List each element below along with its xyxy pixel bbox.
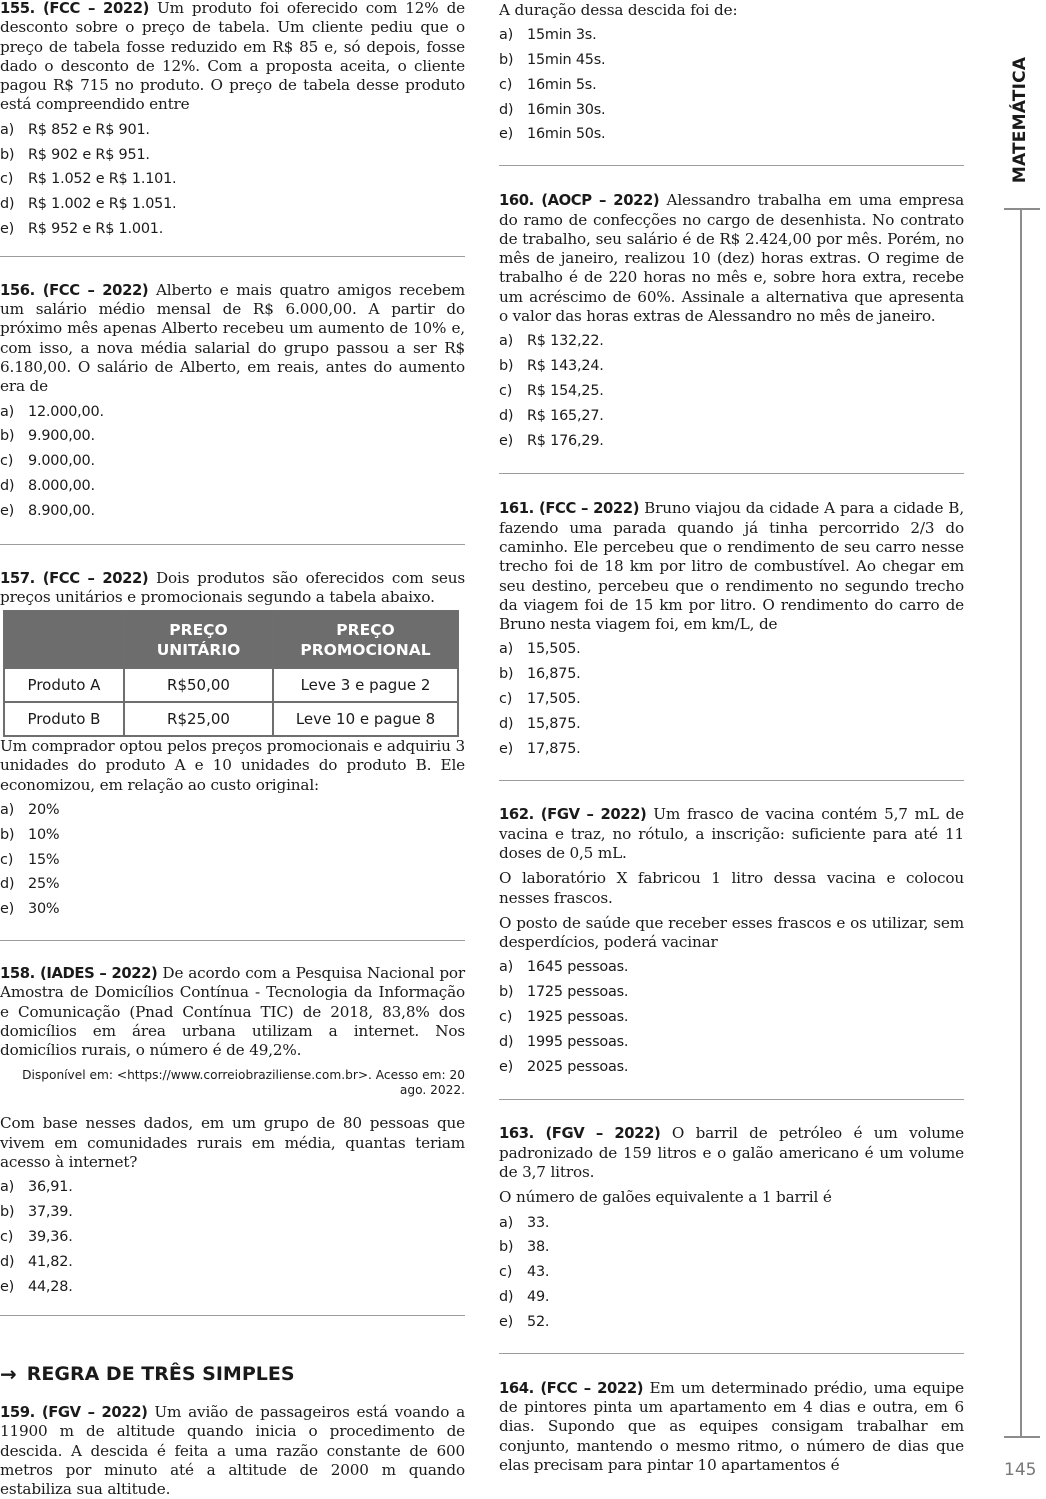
- answer-option[interactable]: b) 15min 45s.: [499, 52, 606, 69]
- answer-option[interactable]: a) R$ 132,22.: [499, 333, 604, 350]
- answer-option[interactable]: e) 16min 50s.: [499, 126, 606, 143]
- divider: [499, 1099, 964, 1100]
- answer-option[interactable]: c) R$ 1.052 e R$ 1.101.: [0, 171, 177, 188]
- question-156: [0, 281, 465, 524]
- answer-options: [499, 1211, 964, 1335]
- answer-options: [499, 955, 964, 1079]
- question-stem: 157. (FCC – 2022) Dois produtos são oferecidos com seus preços unitários e promocionais segundo a tabela abaixo.: [0, 568, 465, 606]
- question-header: 163. (FGV – 2022): [499, 1125, 661, 1143]
- answer-option[interactable]: a) 15,505.: [499, 641, 581, 658]
- divider: [499, 1353, 964, 1354]
- right-column: [499, 0, 964, 1475]
- question-header: 158. (IADES – 2022): [0, 965, 158, 982]
- answer-option[interactable]: a) 1645 pessoas.: [499, 959, 629, 976]
- table-row: [4, 668, 458, 702]
- answer-option[interactable]: d) R$ 165,27.: [499, 407, 604, 424]
- question-header: 164. (FCC – 2022): [499, 1379, 644, 1397]
- question-stem-continuation: O laboratório X fabricou 1 litro dessa vacina e colocou nesses frascos.: [499, 869, 964, 907]
- question-162: [499, 805, 964, 1079]
- answer-option[interactable]: b) 38.: [499, 1239, 550, 1256]
- table-cell: R$50,00: [124, 668, 273, 702]
- answer-option[interactable]: e) 30%: [0, 901, 60, 918]
- divider: [0, 1315, 465, 1316]
- answer-option[interactable]: a) 15min 3s.: [499, 27, 597, 44]
- question-stem: 158. (IADES – 2022) De acordo com a Pesquisa Nacional por Amostra de Domicílios Contínua - Tecnologia da Informação e Comunicação (Pnad Contínua TIC) de 2018, 83,8% dos domicílios em área urbana utilizam a internet. Nos domicílios rurais, o número é de 49,2%.: [0, 964, 466, 1060]
- table-cell: Leve 10 e pague 8: [273, 702, 458, 736]
- answer-option[interactable]: b) R$ 902 e R$ 951.: [0, 146, 150, 163]
- answer-option[interactable]: d) 15,875.: [499, 715, 581, 732]
- question-header: 161. (FCC – 2022): [499, 500, 640, 518]
- answer-option[interactable]: e) 17,875.: [499, 740, 581, 757]
- table-cell: Leve 3 e pague 2: [273, 668, 458, 702]
- question-161: [499, 499, 964, 761]
- answer-option[interactable]: d) 41,82.: [0, 1253, 73, 1270]
- answer-option[interactable]: c) 17,505.: [499, 691, 581, 708]
- section-heading: [0, 1362, 295, 1386]
- question-stem: 161. (FCC – 2022) Bruno viajou da cidade A para a cidade B, fazendo uma parada quando já tinha percorrido 2/3 do caminho. Ele percebeu que o rendimento de seu carro nesse trecho foi de 18 km por litro de combustível. Ao chegar em seu destino, percebeu que o rendimento no segundo trecho da viagem foi de 15 km por litro. O rendimento do carro de Bruno nesta viagem foi, em km/L, de: [499, 499, 964, 634]
- answer-option[interactable]: c) 16min 5s.: [499, 76, 597, 93]
- table-header: PREÇO PROMOCIONAL: [273, 611, 458, 668]
- question-159-continuation: [499, 1, 964, 147]
- answer-options: [499, 329, 964, 453]
- question-stem: 156. (FCC – 2022) Alberto e mais quatro amigos recebem um salário médio mensal de R$ 6.000,00. A partir do próximo mês apenas Alberto recebeu um aumento de 10% e, com isso, a nova média salarial do grupo passou a ser R$ 6.180,00. O salário de Alberto, em reais, antes do aumento era de: [0, 280, 465, 396]
- answer-option[interactable]: d) 1995 pessoas.: [499, 1033, 629, 1050]
- divider: [0, 940, 465, 941]
- table-cell: Produto B: [4, 702, 124, 736]
- table-cell: R$25,00: [124, 702, 273, 736]
- sidebar-rule: [1020, 208, 1022, 1437]
- question-stem-continuation: A duração dessa descida foi de:: [499, 1, 738, 19]
- question-157: [0, 569, 465, 922]
- answer-option[interactable]: d) 16min 30s.: [499, 101, 606, 118]
- answer-option[interactable]: a) 36,91.: [0, 1179, 73, 1196]
- question-header: 160. (AOCP – 2022): [499, 192, 660, 210]
- answer-option[interactable]: e) R$ 952 e R$ 1.001.: [0, 220, 164, 237]
- table-header-row: [4, 611, 458, 668]
- question-header: 157. (FCC – 2022): [0, 569, 149, 587]
- divider: [0, 256, 465, 257]
- question-header: 155. (FCC – 2022): [0, 0, 150, 17]
- question-155: [0, 0, 465, 242]
- answer-option[interactable]: e) R$ 176,29.: [499, 432, 604, 449]
- question-stem-continuation: O número de galões equivalente a 1 barril é: [499, 1188, 832, 1207]
- question-stem: 162. (FGV – 2022) Um frasco de vacina contém 5,7 mL de vacina e traz, no rótulo, a inscrição: suficiente para até 11 doses de 0,5 mL.: [499, 805, 965, 862]
- sidebar-rule-cap: [1004, 1436, 1040, 1438]
- question-stem: 155. (FCC – 2022) Um produto foi oferecido com 12% de desconto sobre o preço de tabela. Um cliente pediu que o preço de tabela fosse reduzido em R$ 85 e, só depois, fosse dado o desconto de 12%. Com a proposta aceita, o cliente pagou R$ 715 no produto. O preço de tabela desse produto está compreendido entre: [0, 0, 465, 114]
- answer-option[interactable]: a) 33.: [499, 1214, 550, 1231]
- table-row: [4, 702, 458, 736]
- question-stem: 164. (FCC – 2022) Em um determinado prédio, uma equipe de pintores pinta um apartamento em 4 dias e outra, em 6 dias. Supondo que as equipes consigam trabalhar em conjunto, mantendo o mesmo ritmo, o número de dias que elas precisam para pintar 10 apartamentos é: [499, 1378, 964, 1474]
- question-stem: 159. (FGV – 2022) Um avião de passageiros está voando a 11900 m de altitude quando inicia o procedimento de descida. A descida é feita a uma razão constante de 600 metros por minuto até a altitude de 2000 m quando estabiliza sua altitude.: [0, 1403, 466, 1499]
- answer-option[interactable]: c) 39,36.: [0, 1228, 73, 1245]
- answer-option[interactable]: c) 1925 pessoas.: [499, 1009, 629, 1026]
- subject-label: MATEMÁTICA: [1010, 56, 1030, 184]
- divider: [0, 544, 465, 545]
- answer-option[interactable]: e) 8.900,00.: [0, 502, 95, 519]
- answer-option[interactable]: b) R$ 143,24.: [499, 358, 604, 375]
- question-158: [0, 964, 465, 1299]
- answer-options: [0, 1175, 465, 1299]
- question-header: 156. (FCC – 2022): [0, 281, 149, 299]
- answer-option[interactable]: b) 37,39.: [0, 1204, 73, 1221]
- divider: [499, 780, 964, 781]
- divider: [499, 473, 964, 474]
- answer-option[interactable]: a) 12.000,00.: [0, 403, 104, 420]
- answer-option[interactable]: a) R$ 852 e R$ 901.: [0, 121, 150, 138]
- left-column: [0, 0, 465, 1316]
- answer-option[interactable]: d) 25%: [0, 876, 60, 893]
- page-number: 145: [1004, 1460, 1037, 1480]
- answer-option[interactable]: d) 8.000,00.: [0, 477, 95, 494]
- answer-options: [0, 798, 465, 922]
- answer-option[interactable]: d) 49.: [499, 1289, 550, 1306]
- question-stem: 160. (AOCP – 2022) Alessandro trabalha em uma empresa do ramo de confecções no cargo de desenhista. No contrato de trabalho, seu salário é de R$ 2.424,00 por mês. Porém, no mês de janeiro, realizou 10 (dez) horas extras. O regime de trabalho é de 220 horas no mês e, sobre hora extra, recebe um acréscimo de 60%. Assinale a alternativa que apresenta o valor das horas extras de Alessandro no mês de janeiro.: [499, 191, 964, 326]
- section-title: REGRA DE TRÊS SIMPLES: [26, 1363, 295, 1385]
- question-163: [499, 1124, 964, 1334]
- answer-option[interactable]: b) 9.900,00.: [0, 428, 95, 445]
- answer-options: [0, 118, 465, 242]
- divider: [499, 165, 964, 166]
- answer-option[interactable]: c) R$ 154,25.: [499, 382, 604, 399]
- answer-option[interactable]: e) 52.: [499, 1313, 550, 1330]
- answer-option[interactable]: b) 10%: [0, 826, 60, 843]
- question-header: 162. (FGV – 2022): [499, 806, 647, 824]
- question-159: [0, 1403, 465, 1499]
- answer-options: [0, 400, 465, 524]
- table-cell: Produto A: [4, 668, 124, 702]
- arrow-right-icon: →: [0, 1362, 17, 1386]
- question-stem: 163. (FGV – 2022) O barril de petróleo é um volume padronizado de 159 litros e o galão americano é um volume de 3,7 litros.: [499, 1124, 964, 1182]
- answer-option[interactable]: c) 9.000,00.: [0, 453, 95, 470]
- source-citation: Disponível em: <https://www.correiobraziliense.com.br>. Acesso em: 20 ago. 2022.: [22, 1068, 465, 1098]
- table-header: [4, 611, 124, 668]
- question-160: [499, 191, 964, 453]
- price-table: [3, 610, 459, 737]
- answer-option[interactable]: c) 43.: [499, 1264, 550, 1281]
- answer-options: [499, 637, 964, 761]
- answer-options: [499, 23, 964, 147]
- answer-option[interactable]: d) R$ 1.002 e R$ 1.051.: [0, 196, 177, 213]
- table-header: PREÇO UNITÁRIO: [124, 611, 273, 668]
- answer-option[interactable]: b) 16,875.: [499, 666, 581, 683]
- answer-option[interactable]: e) 44,28.: [0, 1278, 73, 1295]
- question-stem-continuation: Com base nesses dados, em um grupo de 80 pessoas que vivem em comunidades rurais em média, quantas teriam acesso à internet?: [0, 1114, 465, 1172]
- question-stem-continuation: O posto de saúde que receber esses frascos e os utilizar, sem desperdícios, poderá vacinar: [499, 913, 964, 952]
- question-stem-continuation: Um comprador optou pelos preços promocionais e adquiriu 3 unidades do produto A e 10 unidades do produto B. Ele economizou, em relação ao custo original:: [0, 737, 465, 794]
- answer-option[interactable]: b) 1725 pessoas.: [499, 984, 629, 1001]
- question-header: 159. (FGV – 2022): [0, 1404, 148, 1421]
- sidebar-rule-cap: [1004, 208, 1040, 210]
- question-164: [499, 1379, 964, 1475]
- answer-option[interactable]: a) 20%: [0, 802, 60, 819]
- answer-option[interactable]: e) 2025 pessoas.: [499, 1058, 629, 1075]
- answer-option[interactable]: c) 15%: [0, 851, 60, 868]
